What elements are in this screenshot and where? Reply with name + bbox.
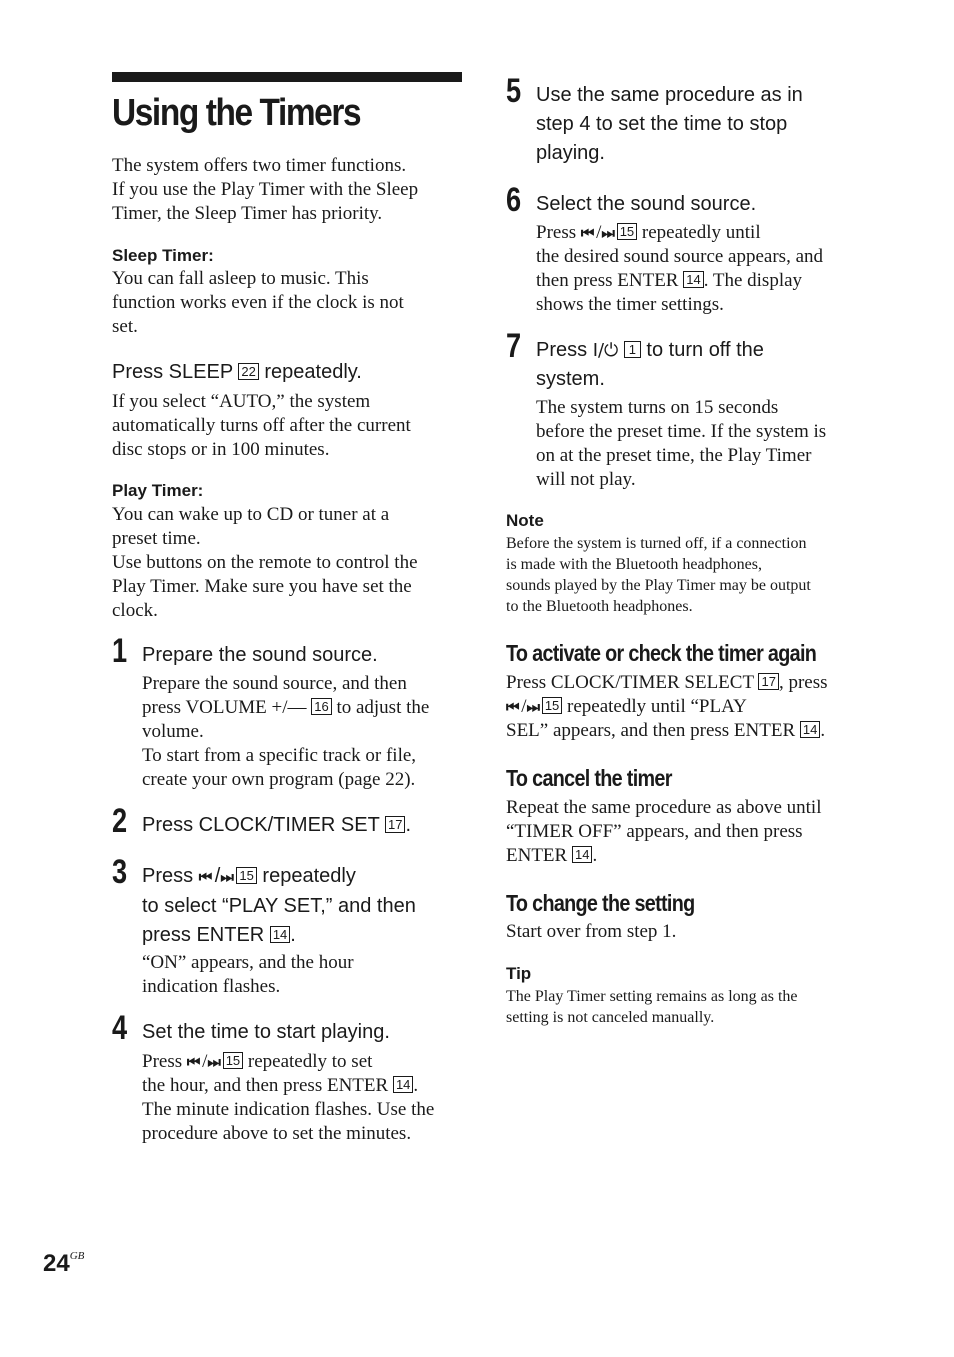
key-14-badge: 14 xyxy=(393,1076,413,1093)
step-number-1: 1 xyxy=(112,632,128,670)
note-body: Before the system is turned off, if a connection is made with the Bluetooth headphones, sounds played by the Play Timer may be output to the Bluetooth headphones. xyxy=(506,535,811,615)
step-number-2: 2 xyxy=(112,802,128,840)
prev-track-icon: ⏮ xyxy=(506,698,517,716)
key-15-badge: 15 xyxy=(617,223,637,240)
cancel-body: Repeat the same procedure as above until “TIMER OFF” appears, and then press ENTER 14 . xyxy=(506,797,822,866)
step-2-title: Press CLOCK/TIMER SET 17 . xyxy=(142,814,412,836)
key-16-badge: 16 xyxy=(311,698,331,715)
step-3-title: Press ⏮ /⏭ 15 repeatedly to select “PLAY SET,” and then press ENTER 14 . xyxy=(142,865,416,946)
title-rule xyxy=(112,72,462,82)
prev-track-icon: ⏮ xyxy=(580,224,592,242)
step-number-6: 6 xyxy=(506,181,522,219)
key-14-badge: 14 xyxy=(683,271,703,288)
next-track-icon: ⏭ xyxy=(601,224,612,242)
change-heading: To change the setting xyxy=(506,890,695,916)
change-body: Start over from step 1. xyxy=(506,921,677,942)
next-track-icon: ⏭ xyxy=(526,698,538,716)
activate-heading: To activate or check the timer again xyxy=(506,640,817,666)
page-number: $24^{GB}$ xyxy=(43,1250,85,1277)
step-6-title: Select the sound source. xyxy=(536,193,757,215)
power-icon: I/⏻ xyxy=(592,340,619,361)
key-14-badge: 14 xyxy=(270,926,290,943)
play-heading: Play Timer: xyxy=(112,481,204,500)
step-4-body: Press ⏮ /⏭ 15 repeatedly to set the hour, and then press ENTER 14 . The minute indication flashes. Use the procedure above to set the minutes. xyxy=(142,1051,435,1144)
next-track-icon: ⏭ xyxy=(207,1053,218,1071)
step-7-detail: The system turns on 15 seconds before the preset time. If the system is on at the preset time, the Play Timer will not play. xyxy=(536,397,827,490)
step-1-body: Prepare the sound source, and then press VOLUME +/— 16 to adjust the volume. To start from a specific track or file, create your own program (page 22). xyxy=(142,673,430,790)
key-17-badge: 17 xyxy=(758,673,778,690)
step-5-title: Use the same procedure as in step 4 to set the time to stop playing. xyxy=(536,84,803,164)
step-number-5: 5 xyxy=(506,72,522,110)
step-number-3: 3 xyxy=(112,853,128,891)
next-track-icon: ⏭ xyxy=(220,868,231,886)
key-14-badge: 14 xyxy=(800,721,820,738)
step-1-title: Prepare the sound source. xyxy=(142,644,378,666)
tip-body: The Play Timer setting remains as long as the setting is not canceled manually. xyxy=(506,988,798,1026)
intro: The system offers two timer functions. If you use the Play Timer with the Sleep Timer, the Sleep Timer has priority. xyxy=(112,155,419,224)
sleep-detail: If you select “AUTO,” the system automatically turns off after the current disc stops or in 100 minutes. xyxy=(112,391,411,460)
key-15-badge: 15 xyxy=(223,1052,243,1069)
key-22-badge: 22 xyxy=(238,363,258,380)
key-15-badge: 15 xyxy=(236,867,256,884)
sleep-heading: Sleep Timer: xyxy=(112,246,214,265)
note-heading: Note xyxy=(506,511,544,530)
step-6-body: Press ⏮ /⏭ 15 repeatedly until the desired sound source appears, and then press ENTER 14 . The display shows the timer settings. xyxy=(536,222,824,315)
page-title: Using the Timers xyxy=(112,92,361,134)
tip-heading: Tip xyxy=(506,964,532,983)
step-number-7: 7 xyxy=(506,327,522,365)
sleep-instruction: Press SLEEP 22 repeatedly. xyxy=(112,361,362,383)
key-17-badge: 17 xyxy=(385,816,405,833)
key-15-badge: 15 xyxy=(542,697,562,714)
prev-track-icon: ⏮ xyxy=(186,1053,198,1071)
prev-track-icon: ⏮ xyxy=(198,868,210,886)
step-4-title: Set the time to start playing. xyxy=(142,1021,390,1043)
step-number-4: 4 xyxy=(112,1009,128,1047)
region-suffix: GB xyxy=(69,1250,85,1262)
cancel-heading: To cancel the timer xyxy=(506,765,672,791)
sleep-body: You can fall asleep to music. This function works even if the clock is not set. xyxy=(112,268,404,337)
play-body: You can wake up to CD or tuner at a preset time. Use buttons on the remote to control the Play Timer. Make sure you have set the clock. xyxy=(112,504,418,621)
step-3-detail: “ON” appears, and the hour indication flashes. xyxy=(142,952,354,997)
step-7-title: Press I/⏻ 1 to turn off the system. xyxy=(536,339,764,390)
activate-body: Press CLOCK/TIMER SELECT 17 , press ⏮ /⏭ 15 repeatedly until “PLAY SEL” appears, and then press ENTER 14 . xyxy=(506,672,828,741)
key-14-badge: 14 xyxy=(572,846,592,863)
key-1-badge: 1 xyxy=(624,341,641,358)
